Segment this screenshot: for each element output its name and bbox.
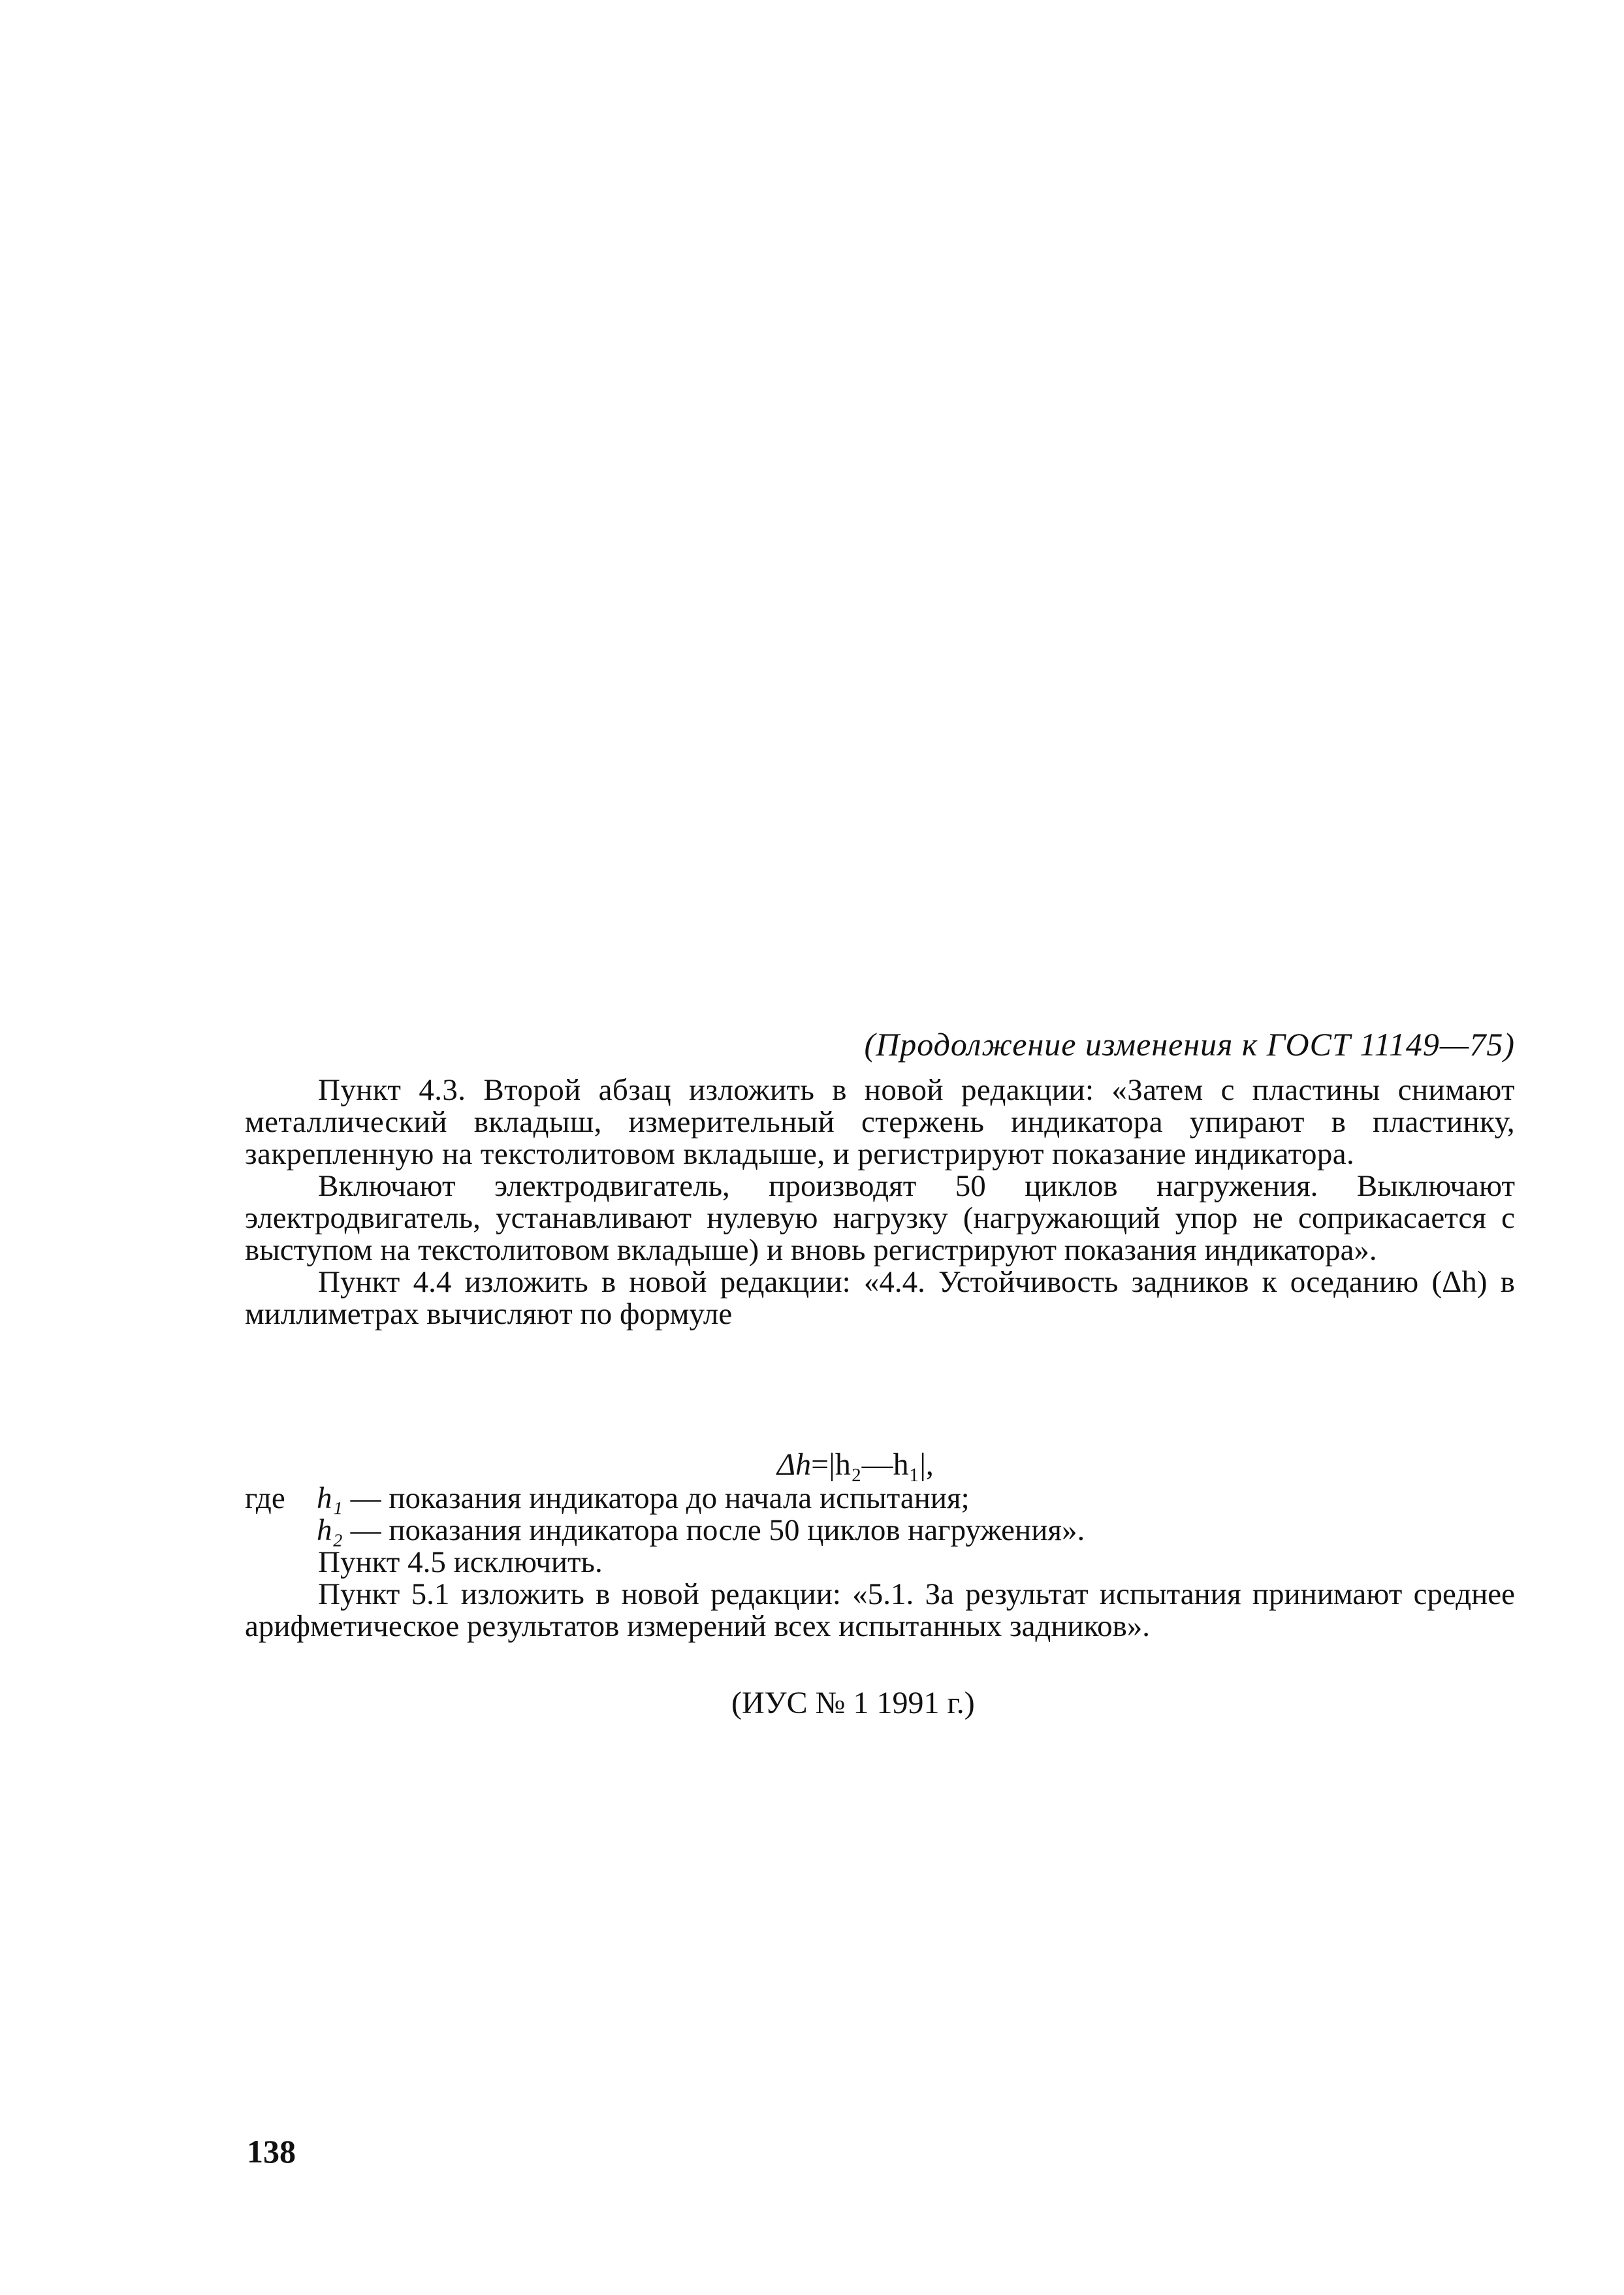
definition-h2	[245, 1515, 1515, 1547]
formula-lhs: Δh	[777, 1447, 812, 1482]
paragraph-5-1: Пункт 5.1 изложить в новой редакции: «5.1. За результат испытания принимают среднее арифметическое результатов измерений всех испытанных задников».	[245, 1577, 1515, 1643]
definition-h1	[245, 1483, 1515, 1515]
definition-lead: где	[245, 1481, 285, 1515]
paragraph-4-3-a: Пункт 4.3. Второй абзац изложить в новой редакции: «Затем с пластины снимают металлический вкладыш, измерительный стержень индикатора упирают в пластинку, закрепленную на текстолитовом вкладыше, и регистрируют показание индикатора.	[245, 1073, 1515, 1171]
definition-h2-var: h₂	[317, 1513, 343, 1547]
definitions	[245, 1483, 1515, 1547]
definition-h2-text: — показания индикатора после 50 циклов нагружения».	[342, 1513, 1085, 1547]
continuation-header: (Продолжение изменения к ГОСТ 11149—75)	[864, 1026, 1515, 1063]
body-text-upper	[245, 1074, 1515, 1330]
body-text-lower	[245, 1547, 1515, 1643]
source-reference: (ИУС № 1 1991 г.)	[731, 1686, 975, 1720]
paragraph-4-4: Пункт 4.4 изложить в новой редакции: «4.4. Устойчивость задников к оседанию (Δh) в миллиметрах вычисляют по формуле	[245, 1265, 1515, 1331]
definition-h1-text: — показания индикатора до начала испытания;	[342, 1481, 970, 1515]
paragraph-4-3-b: Включают электродвигатель, производят 50 циклов нагружения. Выключают электродвигатель, устанавливают нулевую нагрузку (нагружающий упор не соприкасается с выступом на текстолитовом вкладыше) и вновь регистрируют показания индикатора».	[245, 1169, 1515, 1267]
formula	[777, 1447, 934, 1483]
definition-h1-var: h₁	[317, 1481, 343, 1515]
paragraph-4-5: Пункт 4.5 исключить.	[318, 1545, 603, 1579]
page-number: 138	[247, 2133, 296, 2170]
formula-rhs: =|h₂—h₁|,	[811, 1447, 934, 1482]
